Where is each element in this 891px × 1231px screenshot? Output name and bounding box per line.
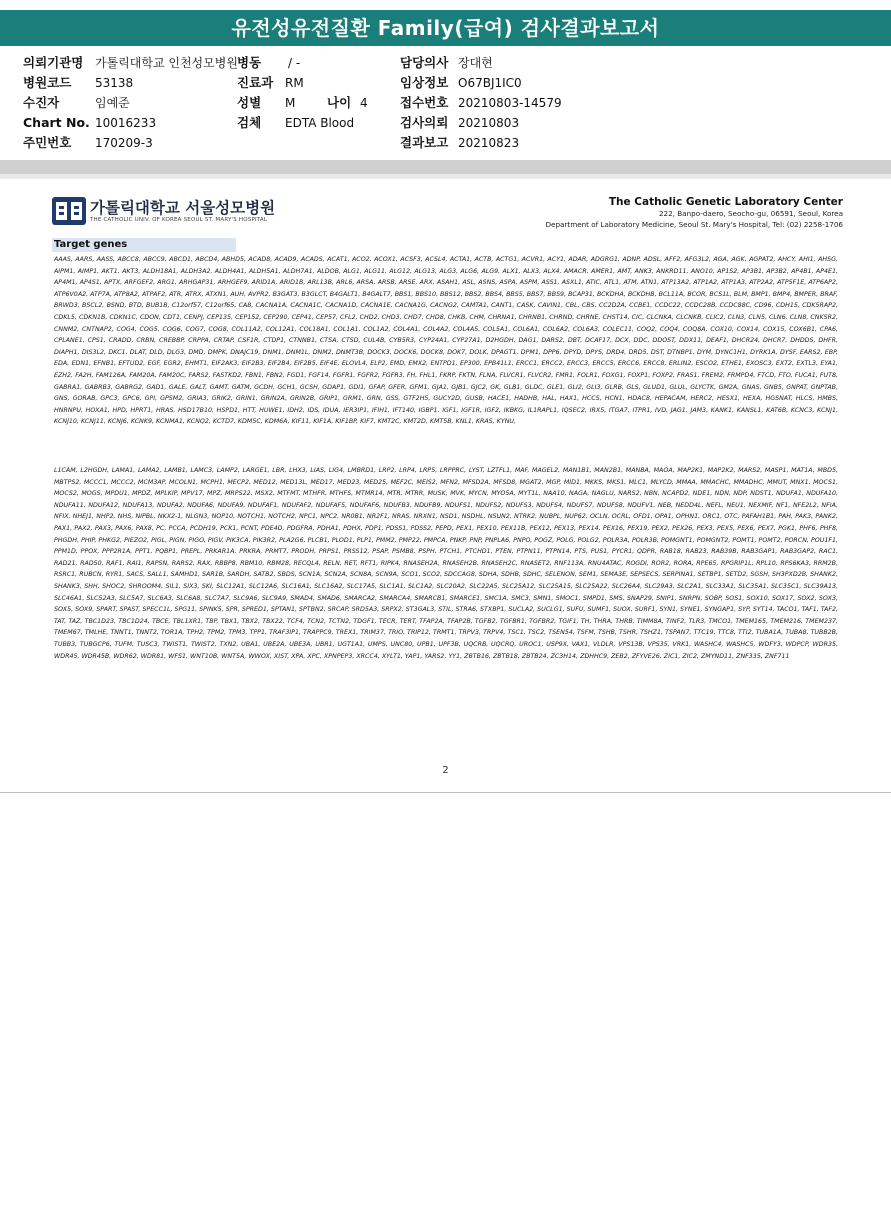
value-doctor: 장대현 <box>458 56 493 70</box>
value-requesting-institution: 가톨릭대학교 인천성모병원 <box>95 56 238 70</box>
page-bottom-divider <box>0 792 891 793</box>
lab-center-department: Department of Laboratory Medicine, Seoul St. Mary's Hospital, Tel: (02) 2258-1706 <box>545 220 843 229</box>
target-genes-list-part1: AAAS, AARS, AASS, ABCC8, ABCC9, ABCD1, ABCD4, ABHD5, ACAD8, ACAD9, ACADS, ACAT1, ACO2, ACOX1, ACSF3, ACSL4, ACTA1, ACTB, ACTG1, ACVR1, ACY1, ADAR, ADGRG1, ADNP, ADSL, AFF2, AFG3L2, AGA, AGK, AGPAT2, AHCY, AHI1, AHSG, AIPM1, AIMP1, AKT1, AKT3, ALDH18A1, ALDH3A2, ALDH4A1, ALDH5A1, ALDH7A1, ALDOB, ALG1, ALG11, ALG12, ALG13, ALG3, ALG6, ALG9, ALX1, ALX3, ALX4, AMACR, AMER1, AMT, ANK3, ANKRD11, ANO10, AP1S2, AP3B1, AP3B2, AP4B1, AP4E1, AP4M1, AP4S1, APTX, ARFGEF2, ARG1, ARHGAP31, ARHGEF9, ARID1A, ARID1B, ARL13B, ARL6, ARSA, ARSB, ARSE, ARX, ASAH1, ASL, ASNS, ASPA, ASPM, ASS1, ASXL1, ATIC, ATL1, ATM, ATN1, ATP13A2, ATP1A2, ATP1A3, ATP2A2, ATP5F1E, ATP6AP2, ATP6V0A2, ATP7A, ATP8A2, ATPAF2, ATR, ATRX, ATXN1, AUH, AVPR2, B3GAT3, B3GLCT, B4GALT1, B4GALT7, BBS1, BBS10, BBS12, BBS2, BBS4, BBS5, BBS7, BBS9, BCAP31, BCKDHA, BCKDHB, BCL11A, BCOR, BCS1L, BLM, BMP1, BMP4, BMPER, BRAF, BRWD3, BSCL2, BSND, BTD, BUB1B, C12orf57, C12orf65, CA8, CACNA1A, CACNA1C, CACNA1D, CACNA1E, CACNA1G, CACNG2, CAMTA1, CANT1, CASK, CAVIN1, CBL, CBS, CC2D2A, CCBE1, CCDC22, CCDC28B, CCDC88C, CD96, CDH15, CDK5RAP2, CDKL5, CDKN1B, CDKN1C, CDON, CDT1, CENPJ, CEP135, CEP152, CEP290, CEP41, CEP57, CFL2, CHD2, CHD3, CHD7, CHD8, CHKB, CHM, CHRNA1, CHRNB1, CHRND, CHRNE, CHST14, CIC, CLCNKA, CLCNKB, CLIC2, CLN3, CLN5, CLN6, CLN8, CNKSR2, CNNM2, CNTNAP2, COG4, COG5, COG6, COG7, COG8, COL11A2, COL12A1, COL18A1, COL1A1, COL1A2, COL4A1, COL4A2, COL4A5, COL5A1, COL6A1, COL6A2, COL6A3, COLEC11, COQ2, COQ4, COQ8A, COX10, COX14, COX15, COX6B1, CPA6, CPLANE1, CPS1, CRADD, CRBN, CREBBP, CRPPA, CRTAP, CSF1R, CTDP1, CTNNB1, CTSA, CTSD, CUL4B, CYB5R3, CYP24A1, CYP27A1, D2HGDH, DAG1, DARS2, DBT, DCAF17, DCX, DDC, DDOST, DDX11, DEAF1, DHCR24, DHCR7, DHDDS, DHFR, DIAPH1, DIS3L2, DKC1, DLAT, DLD, DLG3, DMD, DMPK, DNAJC19, DNM1, DNM1L, DNM2, DNMT3B, DOCK3, DOCK6, DOCK8, DOK7, DOLK, DPAGT1, DPM1, DPP6, DPYD, DPYS, DRD4, DRD5, DST, DTNBP1, DYM, DYNC1H1, DYRK1A, DYSF, EARS2, EBP, EDA, EDN1, EFNB1, EFTUD2, EGF, EGR2, EHMT1, EIF2AK3, EIF2B3, EIF2B4, EIF2B5, EIF4E, ELOVL4, ELP2, EMD, EMX2, ENTPD1, EP300, EPB41L1, ERCC1, ERCC2, ERCC3, ERCC5, ERCC6, ERCC8, ERLIN2, ESCO2, ETHE1, EXOSC3, EXT2, EXTL3, EYA1, EZH2, FA2H, FAM126A, FAM20A, FAM20C, FARS2, FASTKD2, FBN1, FBN2, FGD1, FGF14, FGFR1, FGFR2, FGFR3, FH, FHL1, FKRP, FKTN, FLNA, FLVCR1, FLVCR2, FMR1, FOLR1, FOXG1, FOXP1, FOXP2, FRAS1, FREM2, FRMPD4, FTCD, FTO, FUCA1, FUT8, GABRA1, GABRB3, GABRG2, GAD1, GALE, GALT, GAMT, GATM, GCDH, GCH1, GCSH, GDAP1, GDI1, GFAP, GFER, GFM1, GJA1, GJB1, GJC2, GK, GLB1, GLDC, GLE1, GLI2, GLI3, GLRB, GLS, GLUD1, GLUL, GLYCTK, GM2A, GNAS, GNB5, GNPAT, GNPTAB, GNS, GORAB, GPC3, GPC6, GPI, GPSM2, GRIA3, GRIK2, GRIN1, GRIN2A, GRIN2B, GRIP1, GRM1, GRN, GSS, GTF2H5, GUCY2D, GUSB, HACE1, HADHB, HAL, HAX1, HCCS, HCN1, HDAC8, HEPACAM, HERC2, HESX1, HEXA, HGSNAT, HLCS, HMBS, HNRNPU, HOXA1, HPD, HPRT1, HRAS, HSD17B10, HSPD1, HTT, HUWE1, IDH2, IDS, IDUA, IER3IP1, IFIH1, IFT140, IGBP1, IGF1, IGF1R, IGF2, IKBKG, IL1RAPL1, IQSEC2, IRX5, ITGA7, ITPR1, IVD, JAG1, JAM3, KANK1, KANSL1, KAT6B, KCNC3, KCNJ1, KCNJ10, KCNJ11, KCNJ6, KCNK9, KCNMA1, KCNQ2, KCTD7, KDM5C, KDM6A, KIF11, KIF1A, KIF1BP, KIF7, KMT2C, KMT2D, KMT5B, KNL1, KRAS, KYNU, <box>54 256 838 426</box>
page-number: 2 <box>442 765 449 776</box>
value-chart-no: 10016233 <box>95 116 157 130</box>
value-patient: 임예준 <box>95 96 130 110</box>
label-department: 진료과 <box>237 75 274 90</box>
label-ward: 병동 <box>237 55 262 70</box>
value-clinical-info: O67BJ1IC0 <box>458 76 522 90</box>
hospital-logo-icon <box>52 197 86 225</box>
label-report-date: 결과보고 <box>400 135 449 150</box>
value-report-date: 20210823 <box>458 136 520 150</box>
value-department: RM <box>285 76 304 90</box>
label-patient: 수진자 <box>23 95 60 110</box>
label-resident-number: 주민번호 <box>23 135 72 150</box>
value-request-date: 20210803 <box>458 116 520 130</box>
label-chart-no: Chart No. <box>23 115 90 130</box>
value-sex: M <box>285 96 296 110</box>
patient-info-section <box>0 55 891 155</box>
label-request-date: 검사의뢰 <box>400 115 449 130</box>
label-doctor: 담당의사 <box>400 55 449 70</box>
label-specimen: 검체 <box>237 115 262 130</box>
target-genes-title: Target genes <box>54 239 128 250</box>
report-title: 유전성유전질환 Family(급여) 검사결과보고서 <box>0 10 891 46</box>
value-age: 4 <box>360 96 368 110</box>
hospital-name-korean: 가톨릭대학교 서울성모병원 <box>90 199 276 217</box>
target-genes-list-part2: L1CAM, L2HGDH, LAMA1, LAMA2, LAMB1, LAMC3, LAMP2, LARGE1, LBR, LHX3, LIAS, LIG4, LMBRD1, LRP2, LRP4, LRP5, LRPPRC, LYST, LZTFL1, MAF, MAGEL2, MAN1B1, MAN2B1, MANBA, MAOA, MAP2K1, MAP2K2, MARS2, MASP1, MAT1A, MBD5, MBTPS2, MCCC1, MCCC2, MCM3AP, MCOLN1, MCPH1, MECP2, MED12, MED13L, MED17, MED23, MED25, MEF2C, MEIS2, MFN2, MFSD2A, MFSD8, MGAT2, MGP, MID1, MKKS, MKS1, MLC1, MLYCD, MMAA, MMACHC, MMADHC, MMUT, MNX1, MOCS1, MOCS2, MOGS, MPDU1, MPDZ, MPLKIP, MPV17, MPZ, MRPS22, MSX2, MTFMT, MTHFR, MTHFS, MTMR14, MTR, MTRR, MUSK, MVK, MYCN, MYO5A, MYT1L, NAA10, NAGA, NAGLU, NARS2, NBN, NCAPD2, NDE1, NDN, NDP, NDST1, NDUFA1, NDUFA10, NDUFA11, NDUFA12, NDUFA13, NDUFA2, NDUFA6, NDUFA9, NDUFAF1, NDUFAF2, NDUFAF5, NDUFAF6, NDUFB3, NDUFB9, NDUFS1, NDUFS2, NDUFS3, NDUFS4, NDUFS7, NDUFS8, NDUFV1, NEB, NEDD4L, NEFL, NEU1, NEXMIF, NF1, NFE2L2, NFIA, NFIX, NHEJ1, NHP2, NHS, NIPBL, NKX2-1, NLGN3, NOP10, NOTCH1, NOTCH2, NPC1, NPC2, NR0B1, NR2F1, NRAS, NRXN1, NSD1, NSDHL, NSUN2, NTRK2, NUBPL, NUP62, OCLN, OCRL, OFD1, OPA1, OPHN1, ORC1, OTC, PAFAH1B1, PAH, PAK3, PANK2, PAX1, PAX2, PAX3, PAX6, PAX8, PC, PCCA, PCDH19, PCK1, PCNT, PDE4D, PDGFRA, PDHA1, PDHX, PDP1, PDSS1, PDSS2, PEPD, PEX1, PEX10, PEX11B, PEX12, PEX13, PEX14, PEX16, PEX19, PEX2, PEX26, PEX3, PEX5, PEX6, PEX7, PGK1, PHF6, PHF8, PHGDH, PHIP, PHKG2, PIEZO2, PIGL, PIGN, PIGO, PIGV, PIK3CA, PIK3R2, PLA2G6, PLCB1, PLOD1, PLP1, PMM2, PMP22, PMPCA, PNKP, PNP, PNPLA6, PNPO, POGZ, POLG, POLG2, POLR3A, POLR3B, POMGNT1, POMGNT2, POMT1, POMT2, PORCN, POU1F1, PPM1D, PPOX, PPP2R1A, PPT1, PQBP1, PREPL, PRKAR1A, PRKRA, PRMT7, PRODH, PRPS1, PRSS12, PSAP, PSMB8, PSPH, PTCH1, PTCHD1, PTEN, PTPN11, PTPN14, PTS, PUS1, PYCR1, QDPR, RAB18, RAB23, RAB39B, RAB3GAP1, RAB3GAP2, RAC1, RAD21, RAD50, RAF1, RAI1, RAPSN, RARS2, RAX, RBBP8, RBM10, RBM28, RECQL4, RELN, RET, RFT1, RIPK4, RNASEH2A, RNASEH2B, RNASEH2C, RNASET2, RNF113A, RNU4ATAC, ROGDI, ROR2, RORA, RPE65, RPGRIP1L, RPL10, RPS6KA3, RRM2B, RSRC1, RUBCN, RYR1, SACS, SALL1, SAMHD1, SAR1B, SARDH, SATB2, SBDS, SCN1A, SCN2A, SCN8A, SCN9A, SCO1, SCO2, SDCCAG8, SDHA, SDHB, SDHC, SELENON, SEM1, SEMA3E, SEPSECS, SERPINA1, SETBP1, SETD2, SGSH, SH3PXD2B, SHANK2, SHANK3, SHH, SHOC2, SHROOM4, SIL1, SIX3, SKI, SLC12A1, SLC12A6, SLC16A1, SLC16A2, SLC17A5, SLC1A1, SLC1A2, SLC20A2, SLC22A5, SLC25A12, SLC25A15, SLC25A22, SLC26A4, SLC29A3, SLC2A1, SLC33A1, SLC35A1, SLC35C1, SLC39A13, SLC46A1, SLC52A3, SLC5A7, SLC6A3, SLC6A8, SLC7A7, SLC9A6, SLC9A9, SMAD4, SMAD6, SMARCA2, SMARCA4, SMARCB1, SMARCE1, SMC1A, SMC3, SMN1, SMOC1, SMPD1, SMS, SNAP29, SNIP1, SNRPN, SOBP, SOS1, SOX10, SOX17, SOX2, SOX3, SOX5, SOX9, SPART, SPAST, SPECC1L, SPG11, SPINK5, SPR, SPRED1, SPTAN1, SPTBN2, SRCAP, SRD5A3, SRPX2, ST3GAL3, STIL, STRA6, STXBP1, SUCLA2, SUCLG1, SUFU, SUMF1, SUOX, SURF1, SYN1, SYNE1, SYNGAP1, SYP, SYT14, TACO1, TAF1, TAF2, TAT, TAZ, TBC1D23, TBC1D24, TBCE, TBL1XR1, TBP, TBX1, TBX2, TBX22, TCF4, TCN2, TCTN2, TDGF1, TECR, TERT, TFAP2A, TFAP2B, TGFB2, TGFBR1, TGFBR2, TGIF1, TH, THRA, THRB, TIMM8A, TINF2, TLR3, TMCO1, TMEM165, TMEM216, TMEM237, TMEM67, TMLHE, TNNT1, TNNT2, TOR1A, TPH2, TPM2, TPM3, TPP1, TRAF3IP1, TRAPPC9, TREX1, TRIM37, TRIO, TRIP12, TRMT1, TRPV3, TRPV4, TSC1, TSC2, TSEN54, TSFM, TSHB, TSHR, TSHZ1, TSPAN7, TTC19, TTC8, TTI2, TUBA1A, TUBA8, TUBB2B, TUBB3, TUBGCP6, TUFM, TUSC3, TWIST1, TWIST2, TXN2, UBA1, UBE2A, UBE3A, UBR1, UGT1A1, UMPS, UNC80, UPB1, UPF3B, UQCRB, UQCRQ, UROC1, USP9X, VAX1, VLDLR, VPS13B, VPS35, VRK1, WASHC4, WASHC5, WDFY3, WDPCP, WDR35, WDR45, WDR45B, WDR62, WDR81, WFS1, WNT10B, WNT5A, WWOX, XIST, XPA, XPC, XPNPEP3, XRCC4, XYLT1, YAP1, YARS2, YY1, ZBTB16, ZBTB18, ZBTB24, ZC3H14, ZDHHC9, ZEB2, ZFYVE26, ZIC1, ZIC2, ZMYND11, ZNF335, ZNF711 <box>54 467 838 660</box>
lab-center-address: 222, Banpo-daero, Seocho-gu, 06591, Seoul, Korea <box>658 209 843 218</box>
value-resident-number: 170209-3 <box>95 136 153 150</box>
label-age: 나이 <box>327 95 352 110</box>
label-hospital-code: 병원코드 <box>23 75 72 90</box>
label-receipt-number: 접수번호 <box>400 95 449 110</box>
label-requesting-institution: 의뢰기관명 <box>23 55 84 70</box>
hospital-name-english: THE CATHOLIC UNIV. OF KOREA SEOUL ST. MARY'S HOSPITAL <box>90 217 268 223</box>
section-divider-shadow <box>0 174 891 179</box>
section-divider <box>0 160 891 174</box>
value-hospital-code: 53138 <box>95 76 134 90</box>
label-clinical-info: 임상정보 <box>400 75 449 90</box>
lab-center-name: The Catholic Genetic Laboratory Center <box>608 196 843 208</box>
value-specimen: EDTA Blood <box>285 116 355 130</box>
value-receipt-number: 20210803-14579 <box>458 96 562 110</box>
label-sex: 성별 <box>237 95 262 110</box>
value-ward: / - <box>288 56 301 70</box>
